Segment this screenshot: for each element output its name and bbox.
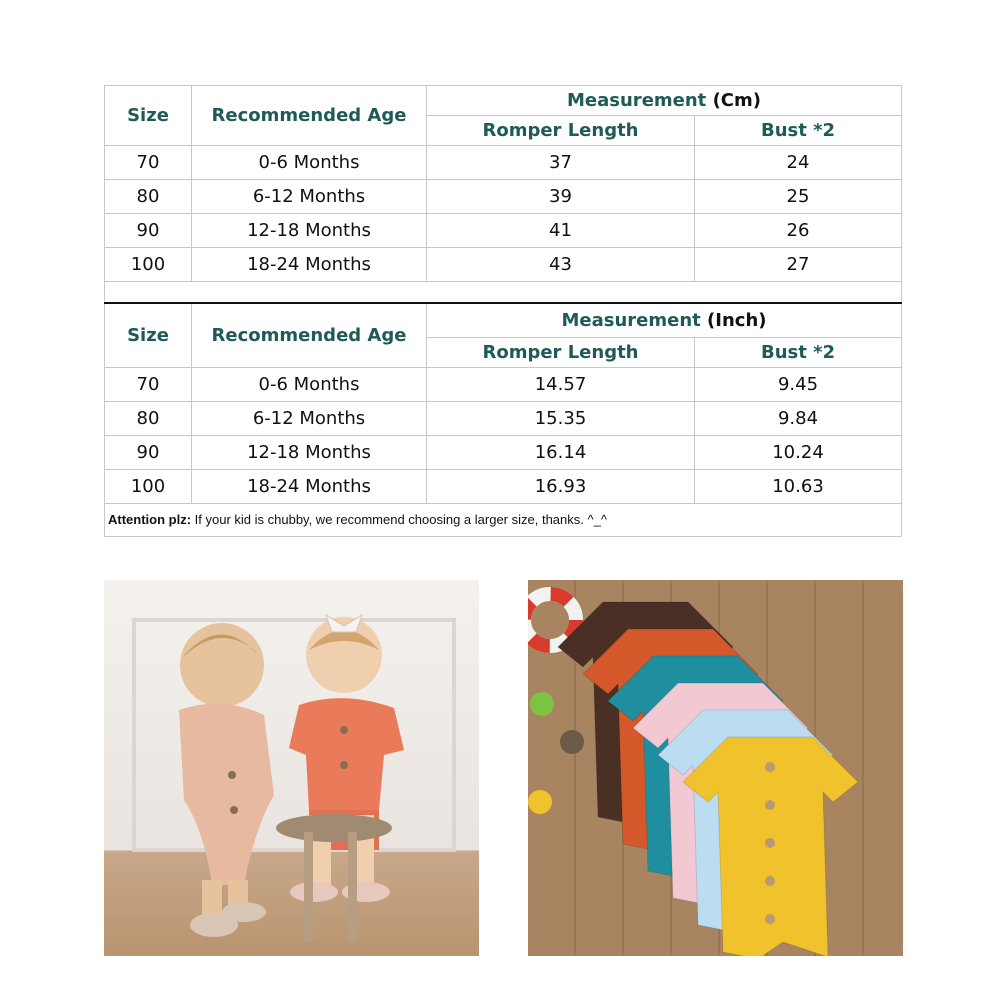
header-age: Recommended Age (192, 86, 427, 146)
yarn-ball-icon (560, 730, 584, 754)
cell-size: 100 (105, 469, 192, 503)
cell-bust: 24 (695, 146, 902, 180)
header-bust: Bust *2 (695, 337, 902, 367)
header-size: Size (105, 86, 192, 146)
button-icon (765, 762, 775, 772)
spacer-row (105, 282, 902, 302)
header-measurement (427, 303, 902, 337)
cell-length: 16.93 (427, 469, 695, 503)
cell-length: 43 (427, 248, 695, 282)
stool-leg (304, 832, 313, 942)
cell-bust: 27 (695, 248, 902, 282)
header-age: Recommended Age (192, 303, 427, 367)
measurement-label: Measurement (561, 309, 701, 331)
cell-size: 80 (105, 401, 192, 435)
child-right-shoe (290, 882, 338, 902)
button-icon (765, 800, 775, 810)
button-icon (765, 838, 775, 848)
unit-label: (Cm) (712, 90, 761, 111)
photo-toddlers (104, 580, 479, 956)
photo-rompers-flatlay (528, 580, 903, 956)
measurement-label: Measurement (567, 90, 707, 111)
cell-length: 15.35 (427, 401, 695, 435)
cell-length: 16.14 (427, 435, 695, 469)
cell-age: 6-12 Months (192, 180, 427, 214)
note-label: Attention plz: (108, 511, 192, 527)
cell-age: 0-6 Months (192, 367, 427, 401)
table-row (105, 214, 902, 248)
size-table-inch (104, 302, 902, 537)
table-row (105, 248, 902, 282)
child-left-romper (179, 704, 274, 885)
cell-length: 14.57 (427, 367, 695, 401)
unit-label: (Inch) (707, 309, 767, 331)
cell-age: 12-18 Months (192, 435, 427, 469)
cell-length: 39 (427, 180, 695, 214)
cell-length: 41 (427, 214, 695, 248)
child-left-shoe (222, 902, 266, 922)
table-row (105, 469, 902, 503)
cell-age: 18-24 Months (192, 248, 427, 282)
yarn-ball-icon (530, 692, 554, 716)
cell-bust: 10.63 (695, 469, 902, 503)
button-icon (228, 771, 236, 779)
header-measurement (427, 86, 902, 116)
cell-bust: 26 (695, 214, 902, 248)
button-icon (340, 726, 348, 734)
table-row (105, 401, 902, 435)
button-icon (230, 806, 238, 814)
stool-seat (276, 814, 392, 842)
cell-size: 90 (105, 435, 192, 469)
cell-age: 6-12 Months (192, 401, 427, 435)
header-size: Size (105, 303, 192, 367)
cell-bust: 10.24 (695, 435, 902, 469)
cell-age: 12-18 Months (192, 214, 427, 248)
cell-length: 37 (427, 146, 695, 180)
attention-note (105, 503, 902, 536)
cell-size: 90 (105, 214, 192, 248)
cell-size: 80 (105, 180, 192, 214)
table-row (105, 367, 902, 401)
header-length: Romper Length (427, 116, 695, 146)
table-row (105, 146, 902, 180)
cell-bust: 25 (695, 180, 902, 214)
button-icon (765, 876, 775, 886)
cell-size: 70 (105, 367, 192, 401)
button-icon (765, 914, 775, 924)
table-row (105, 180, 902, 214)
cell-size: 100 (105, 248, 192, 282)
toddlers-illustration (104, 580, 479, 956)
rompers-illustration (528, 580, 903, 956)
yarn-ball-icon (528, 790, 552, 814)
note-text: If your kid is chubby, we recommend choosing a larger size, thanks. ^_^ (191, 511, 607, 527)
cell-age: 18-24 Months (192, 469, 427, 503)
header-bust: Bust *2 (695, 116, 902, 146)
cell-bust: 9.45 (695, 367, 902, 401)
size-table-cm (104, 85, 902, 301)
note-cell (105, 503, 902, 536)
button-icon (340, 761, 348, 769)
cell-bust: 9.84 (695, 401, 902, 435)
cell-size: 70 (105, 146, 192, 180)
stool-leg (348, 832, 357, 942)
child-right-romper (289, 698, 404, 810)
header-length: Romper Length (427, 337, 695, 367)
table-row (105, 435, 902, 469)
cell-age: 0-6 Months (192, 146, 427, 180)
romper-stack (558, 602, 858, 956)
